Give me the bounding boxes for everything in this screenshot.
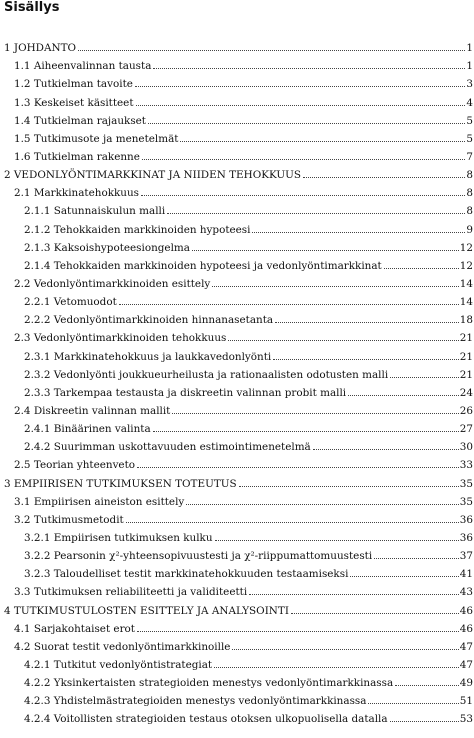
toc-entry-title: 4.2.1 Tutkitut vedonlyöntistrategiat bbox=[24, 658, 213, 671]
toc-entry bbox=[0, 671, 474, 689]
dot-leader bbox=[167, 213, 465, 214]
toc-entry bbox=[0, 54, 474, 72]
toc-entry-title: 4.2.4 Voitollisten strategioiden testaus otoksen ulkopuolisella datalla bbox=[24, 713, 388, 726]
toc-entry bbox=[0, 508, 474, 526]
toc-entry-title: 3.2.3 Taloudelliset testit markkinatehokkuuden testaamiseksi bbox=[24, 568, 349, 581]
dot-leader bbox=[390, 721, 459, 722]
toc-entry bbox=[0, 580, 474, 598]
toc-entry-page: 33 bbox=[459, 459, 473, 472]
toc-entry-page: 21 bbox=[459, 368, 473, 381]
dot-leader bbox=[249, 594, 459, 595]
dot-leader bbox=[384, 268, 459, 269]
toc-entry-title: 2.3 Vedonlyöntimarkkinoiden tehokkuus bbox=[14, 332, 227, 345]
dot-leader bbox=[252, 232, 465, 233]
toc-entry-title: 2.1.3 Kaksoishypoteesiongelma bbox=[24, 241, 190, 254]
dot-leader bbox=[180, 141, 465, 142]
toc-entry-title: 2.4.2 Suurimman uskottavuuden estimointimenetelmä bbox=[24, 441, 311, 454]
toc-entry bbox=[0, 399, 474, 417]
toc-entry-title: 1.1 Aiheenvalinnan tausta bbox=[14, 60, 152, 73]
toc-entry-title: 1.6 Tutkielman rakenne bbox=[14, 150, 140, 163]
toc-entry-page: 41 bbox=[459, 568, 473, 581]
toc-entry bbox=[0, 254, 474, 272]
toc-entry bbox=[0, 417, 474, 435]
dot-leader bbox=[348, 395, 459, 396]
dot-leader bbox=[172, 413, 458, 414]
dot-leader bbox=[395, 685, 459, 686]
dot-leader bbox=[78, 50, 465, 51]
dot-leader bbox=[136, 105, 466, 106]
toc-entry bbox=[0, 199, 474, 217]
toc-entry-page: 4 bbox=[466, 96, 473, 109]
dot-leader bbox=[153, 431, 459, 432]
toc-entry bbox=[0, 689, 474, 707]
toc-entry bbox=[0, 109, 474, 127]
toc-entry bbox=[0, 653, 474, 671]
toc-entry-title: 2.4 Diskreetin valinnan mallit bbox=[14, 404, 171, 417]
toc-entry bbox=[0, 544, 474, 562]
toc-entry-page: 37 bbox=[459, 550, 473, 563]
toc-entry-page: 47 bbox=[459, 640, 473, 653]
dot-leader bbox=[126, 522, 459, 523]
toc-entry bbox=[0, 272, 474, 290]
toc-entry-page: 5 bbox=[466, 132, 473, 145]
toc-entry bbox=[0, 181, 474, 199]
toc-entry bbox=[0, 707, 474, 725]
toc-entry-page: 46 bbox=[459, 622, 473, 635]
toc-entry-title: 2.3.1 Markkinatehokkuus ja laukkavedonlyönti bbox=[24, 350, 272, 363]
toc-entry-title: 2.1 Markkinatehokkuus bbox=[14, 187, 140, 200]
toc-entry bbox=[0, 363, 474, 381]
toc-entry-title: 2.2.1 Vetomuodot bbox=[24, 296, 117, 309]
toc-entry-page: 51 bbox=[459, 695, 473, 708]
toc-entry-page: 5 bbox=[466, 114, 473, 127]
dot-leader bbox=[368, 703, 458, 704]
toc-entry-title: 4.2.3 Yhdistelmästrategioiden menestys vedonlyöntimarkkinassa bbox=[24, 695, 367, 708]
toc-entry-page: 53 bbox=[459, 713, 473, 726]
toc-entry-page: 43 bbox=[459, 586, 473, 599]
toc-entry-title: 4 TUTKIMUSTULOSTEN ESITTELY JA ANALYSOINTI bbox=[4, 604, 289, 617]
toc-entry-page: 26 bbox=[459, 404, 473, 417]
toc-entry bbox=[0, 127, 474, 145]
toc-entry bbox=[0, 471, 474, 489]
toc-entry-page: 30 bbox=[459, 441, 473, 454]
toc-entry-title: 2.2 Vedonlyöntimarkkinoiden esittely bbox=[14, 277, 211, 290]
toc-entry bbox=[0, 598, 474, 616]
toc-entry bbox=[0, 72, 474, 90]
toc-entry bbox=[0, 308, 474, 326]
dot-leader bbox=[214, 667, 459, 668]
toc-entry-page: 1 bbox=[466, 42, 473, 55]
dot-leader bbox=[374, 558, 459, 559]
toc-entry-title: 1 JOHDANTO bbox=[4, 42, 77, 55]
dot-leader bbox=[291, 613, 459, 614]
toc-entry-page: 18 bbox=[459, 314, 473, 327]
toc-entry-title: 2.1.2 Tehokkaiden markkinoiden hypoteesi bbox=[24, 223, 251, 236]
dot-leader bbox=[228, 340, 458, 341]
toc-entry bbox=[0, 217, 474, 235]
toc-entry-title: 2 VEDONLYÖNTIMARKKINAT JA NIIDEN TEHOKKUUS bbox=[4, 169, 302, 182]
toc-entry-page: 47 bbox=[459, 658, 473, 671]
dot-leader bbox=[192, 250, 459, 251]
toc-entry bbox=[0, 381, 474, 399]
toc-entry bbox=[0, 453, 474, 471]
toc-entry bbox=[0, 290, 474, 308]
toc-entry-page: 14 bbox=[459, 296, 473, 309]
toc-entry bbox=[0, 90, 474, 108]
dot-leader bbox=[141, 195, 465, 196]
toc-entry-title: 2.5 Teorian yhteenveto bbox=[14, 459, 136, 472]
toc-entry-title: 2.1.1 Satunnaiskulun malli bbox=[24, 205, 166, 218]
toc-entry-page: 8 bbox=[466, 187, 473, 200]
dot-leader bbox=[137, 467, 459, 468]
toc-entry-title: 3.2 Tutkimusmetodit bbox=[14, 513, 124, 526]
toc-entry-title: 3.2.2 Pearsonin χ²-yhteensopivuustesti ja χ²-riippumattomuustesti bbox=[24, 550, 373, 563]
toc-entry-page: 7 bbox=[466, 150, 473, 163]
toc-entry-title: 3.3 Tutkimuksen reliabiliteetti ja validiteetti bbox=[14, 586, 248, 599]
dot-leader bbox=[212, 286, 459, 287]
toc-entry bbox=[0, 36, 474, 54]
toc-entry-page: 36 bbox=[459, 531, 473, 544]
toc-entry bbox=[0, 490, 474, 508]
toc-entry-title: 3.1 Empiirisen aineiston esittely bbox=[14, 495, 185, 508]
toc-entry-title: 2.3.3 Tarkempaa testausta ja diskreetin valinnan probit malli bbox=[24, 386, 347, 399]
toc-entry-page: 35 bbox=[459, 495, 473, 508]
toc-entry bbox=[0, 236, 474, 254]
toc-entry bbox=[0, 145, 474, 163]
toc-entry-title: 2.2.2 Vedonlyöntimarkkinoiden hinnanasetanta bbox=[24, 314, 274, 327]
toc-entry-page: 35 bbox=[459, 477, 473, 490]
toc-entry-title: 4.2.2 Yksinkertaisten strategioiden menestys vedonlyöntimarkkinassa bbox=[24, 677, 394, 690]
toc-entry-page: 8 bbox=[466, 205, 473, 218]
toc-entry bbox=[0, 163, 474, 181]
dot-leader bbox=[275, 322, 459, 323]
page-title: Sisällys bbox=[4, 0, 60, 15]
toc-entry-page: 9 bbox=[466, 223, 473, 236]
dot-leader bbox=[232, 649, 458, 650]
toc-entry bbox=[0, 435, 474, 453]
toc-entry-page: 1 bbox=[466, 60, 473, 73]
toc-entry-page: 12 bbox=[459, 241, 473, 254]
dot-leader bbox=[135, 86, 465, 87]
toc-entry bbox=[0, 344, 474, 362]
dot-leader bbox=[313, 449, 459, 450]
toc-entry-page: 24 bbox=[459, 386, 473, 399]
toc-entry-page: 36 bbox=[459, 513, 473, 526]
toc-entry bbox=[0, 562, 474, 580]
dot-leader bbox=[137, 631, 459, 632]
dot-leader bbox=[119, 304, 459, 305]
toc-entry-title: 2.1.4 Tehokkaiden markkinoiden hypoteesi ja vedonlyöntimarkkinat bbox=[24, 259, 382, 272]
toc-entry-title: 1.5 Tutkimusote ja menetelmät bbox=[14, 132, 179, 145]
toc-entry-page: 14 bbox=[459, 277, 473, 290]
dot-leader bbox=[142, 159, 465, 160]
dot-leader bbox=[390, 377, 459, 378]
dot-leader bbox=[303, 177, 465, 178]
dot-leader bbox=[148, 123, 465, 124]
toc-entry bbox=[0, 635, 474, 653]
toc-entry-title: 4.1 Sarjakohtaiset erot bbox=[14, 622, 135, 635]
dot-leader bbox=[239, 486, 459, 487]
toc-entry-page: 27 bbox=[459, 423, 473, 436]
toc-entry-page: 3 bbox=[466, 78, 473, 91]
dot-leader bbox=[215, 540, 459, 541]
toc-entry bbox=[0, 617, 474, 635]
toc-entry-page: 46 bbox=[459, 604, 473, 617]
dot-leader bbox=[273, 359, 459, 360]
table-of-contents bbox=[0, 36, 474, 725]
toc-entry-title: 3 EMPIIRISEN TUTKIMUKSEN TOTEUTUS bbox=[4, 477, 237, 490]
dot-leader bbox=[186, 504, 458, 505]
toc-entry-title: 1.2 Tutkielman tavoite bbox=[14, 78, 133, 91]
toc-entry bbox=[0, 326, 474, 344]
toc-entry-page: 21 bbox=[459, 350, 473, 363]
toc-entry-title: 1.3 Keskeiset käsitteet bbox=[14, 96, 134, 109]
toc-entry-title: 3.2.1 Empiirisen tutkimuksen kulku bbox=[24, 531, 213, 544]
toc-entry-page: 21 bbox=[459, 332, 473, 345]
dot-leader bbox=[153, 68, 465, 69]
toc-entry-page: 12 bbox=[459, 259, 473, 272]
toc-entry-title: 2.4.1 Binäärinen valinta bbox=[24, 423, 151, 436]
dot-leader bbox=[350, 576, 458, 577]
toc-entry-title: 2.3.2 Vedonlyönti joukkueurheilusta ja rationaalisten odotusten malli bbox=[24, 368, 389, 381]
toc-entry-page: 49 bbox=[459, 677, 473, 690]
toc-entry bbox=[0, 526, 474, 544]
toc-entry-title: 1.4 Tutkielman rajaukset bbox=[14, 114, 146, 127]
toc-entry-title: 4.2 Suorat testit vedonlyöntimarkkinoille bbox=[14, 640, 231, 653]
toc-entry-page: 8 bbox=[466, 169, 473, 182]
